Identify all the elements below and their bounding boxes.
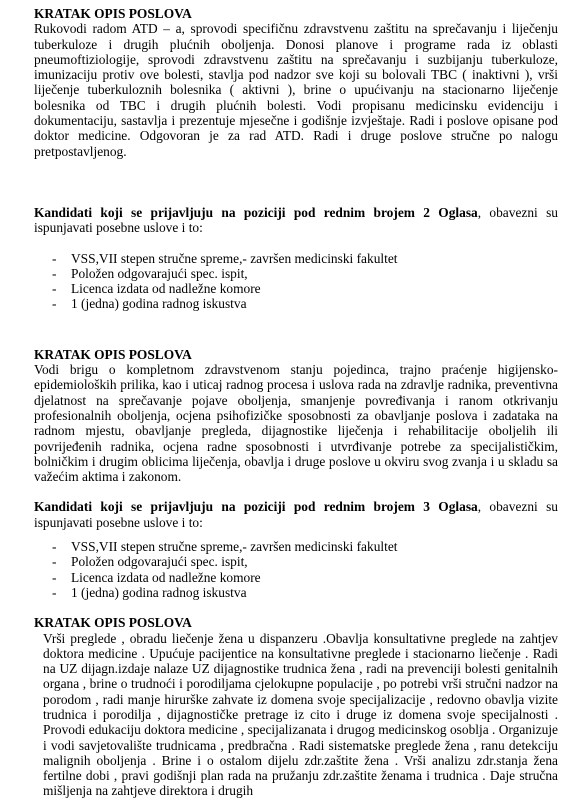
candidates-2-bold: Kandidati koji se prijavljuju na poziciji pod rednim brojem 2 Oglasa xyxy=(34,204,478,220)
spacer xyxy=(34,159,558,205)
candidates-3-rest: , obavezni su ispunjavati posebne uslove i to: xyxy=(34,499,558,530)
section-3-heading: KRATAK OPIS POSLOVA xyxy=(34,615,192,631)
candidates-2-rest: , obavezni su ispunjavati posebne uslove i to: xyxy=(34,204,558,236)
section-1-heading: KRATAK OPIS POSLOVA xyxy=(34,6,192,21)
requirement-item: - Licenca izdata od nadležne komore xyxy=(52,569,261,585)
candidates-3-requirements xyxy=(34,539,558,600)
requirement-item: - 1 (jedna) godina radnog iskustva xyxy=(52,296,247,312)
spacer xyxy=(34,484,558,499)
requirement-item: - 1 (jedna) godina radnog iskustva xyxy=(52,584,247,600)
spacer xyxy=(34,600,558,615)
section-1-description: Rukovodi radom ATD – a, sprovodi specifičnu zdravstvenu zaštitu na sprečavanju i liječenju tuberkuloze i drugih plućnih oboljenja. Donosi planove i programe rada iz oblasti pneumoftiziologije, sprovodi zdravstvenu zaštitu na sprečavanju i suzbijanju tuberkuloze, imunizaciju protiv ove bolesti, stavlja pod nadzor sve koji su bolovali TBC ( inaktivni ), vrši liječenje tuberkuloznih bolesnika ( aktivni ), brine o upućivanju na stacionarno liječenje bolesnika od TBC i drugih plućnih bolesti. Vodi propisanu medicinsku evidenciju i dokumentaciju, sastavlja i prezentuje mjesečne i godišnje izvještaje. Radi i poslove opisane pod doktor medicine. Odgovoran je za rad ATD. Radi i druge poslove stručne po nalogu pretpostavljenog. xyxy=(34,21,558,159)
spacer xyxy=(34,312,558,347)
requirement-item: - Licenca izdata od nadležne komore xyxy=(52,281,261,297)
spacer xyxy=(34,236,558,251)
section-2-heading: KRATAK OPIS POSLOVA xyxy=(34,346,192,362)
spacer xyxy=(34,530,558,539)
candidates-3-intro xyxy=(34,499,558,530)
requirement-item: - Položen odgovarajući spec. ispit, xyxy=(52,265,248,281)
candidates-2-requirements xyxy=(34,251,558,312)
candidates-3-bold: Kandidati koji se prijavljuju na poziciji pod rednim brojem 3 Oglasa xyxy=(34,499,478,515)
document-page xyxy=(34,6,558,799)
requirement-item: - VSS,VII stepen stručne spreme,- završen medicinski fakultet xyxy=(52,539,398,555)
requirement-item: - Položen odgovarajući spec. ispit, xyxy=(52,554,248,570)
candidates-2-intro xyxy=(34,205,558,236)
requirement-item: - VSS,VII stepen stručne spreme,- završen medicinski fakultet xyxy=(52,250,398,266)
section-2-description: Vodi brigu o kompletnom zdravstvenom stanju pojedinca, trajno praćenje higijensko-epidemioloških prilika, kao i uticaj radnog procesa i uslova rada na zdravlje radnika, preventivna djelatnost na sprečavanje pojave oboljenja, smanjenje povređivanja i ranom otkrivanju profesionalnih oboljenja, ocjena psihofizičke sposobnosti za obavljanje poslova i zadataka na radnom mjestu, obavljanje pregleda, dijagnostike liječenja i rehabilitacije oboljelih ili povrijeđenih radnika, ocjena radne sposobnosti i utvrđivanje potrebe za specijalističkim, bolničkim i drugim oblicima liječenja, obavlja i druge poslove u okviru svog zvanja i u skladu sa važećim aktima i zakonom. xyxy=(34,362,558,485)
section-3-description: Vrši preglede , obradu liečenje žena u dispanzeru .Obavlja konsultativne preglede na zahtjev doktora medicine . Upućuje pacijentice na konsultativne preglede i stacionarno liečenje . Radi na UZ dijagn.izdaje nalaze UZ dijagnostike trudnica žena , radi na prevenciji bolesti genitalnih organa , brine o trudnoći i porodiljama cjelokupne populacije , po potrebi vrši stručni nadzor na porodom , radi manje hirurške zahvate iz domena svoje specijalizacije , redovno obavlja vizite trudnica i porodilja , dijagnostičke pretrage iz cito i druge iz domena svoje specijalnosti . Provodi edukaciju doktora medicine , specijalizanata i drugog medicinskog osoblja . Organizuje i vodi savjetovalište trudnicama , predbračna . Radi sistematske preglede žena , ranu detekciju malignih oboljenja . Brine i o ostalom dijelu zdr.zaštite žena . Vrši analizu zdr.stanja žena fertilne dobi , pravi godišnji plan rada na pružanju zdr.zaštite ženama i trudnica . Daje stručna mišljenja na zahtjeve direktora i drugih xyxy=(43,630,558,799)
